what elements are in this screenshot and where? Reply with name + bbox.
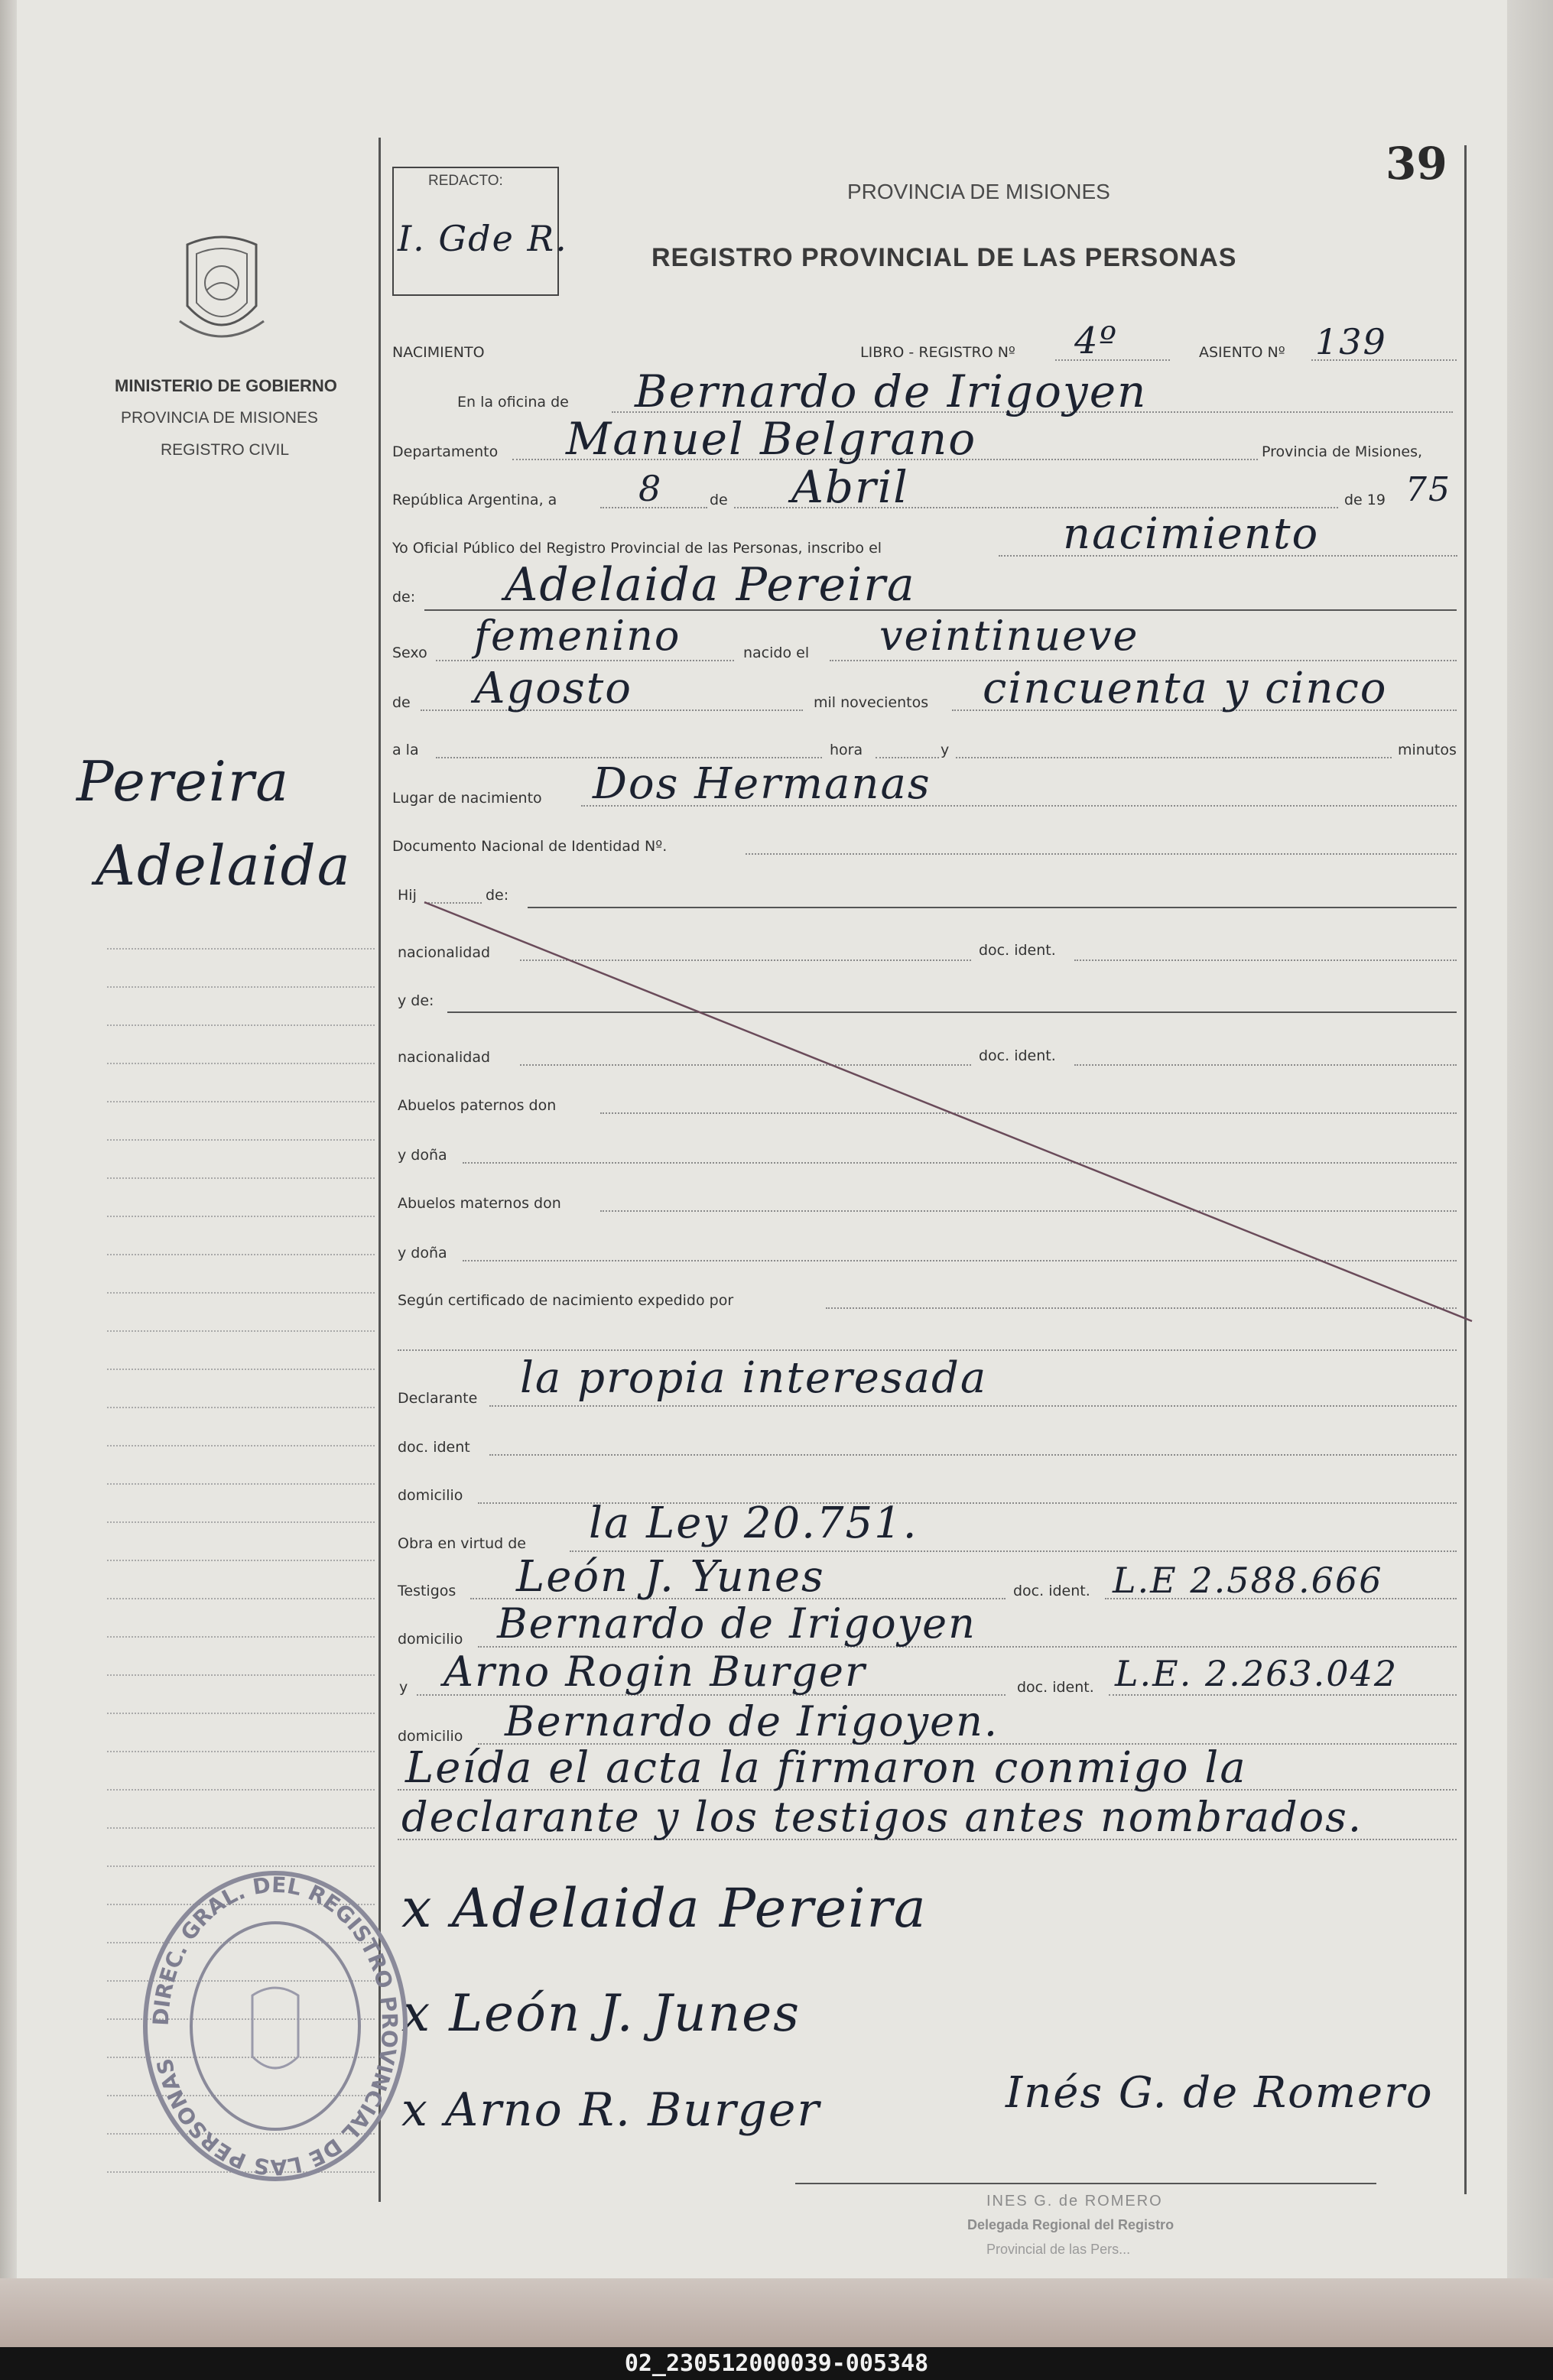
ministry-line3: REGISTRO CIVIL xyxy=(161,441,290,459)
anio-value: 75 xyxy=(1405,470,1451,509)
stamp-line2: Delegada Regional del Registro xyxy=(967,2217,1174,2232)
domicilio2-label: domicilio xyxy=(398,1631,463,1648)
ydona-label: y doña xyxy=(398,1147,447,1164)
nombre-value: Adelaida Pereira xyxy=(505,558,916,612)
page-number: 39 xyxy=(1386,138,1447,190)
asiento-label: ASIENTO Nº xyxy=(1199,344,1285,361)
nacionalidad2-label: nacionalidad xyxy=(398,1049,491,1066)
ala-label: a la xyxy=(392,742,419,758)
declarante-label: Declarante xyxy=(398,1390,478,1407)
republica-label: República Argentina, a xyxy=(392,492,557,508)
nacionalidad-label: nacionalidad xyxy=(398,944,491,961)
footer-code: 02_230512000039-005348 xyxy=(0,2347,1553,2380)
lugar-value: Dos Hermanas xyxy=(593,759,931,809)
domicilio3-label: domicilio xyxy=(398,1728,463,1745)
signature-testigo1: x León J. Junes xyxy=(401,1984,801,2043)
minutos-label: minutos xyxy=(1398,742,1457,758)
de3-label: de xyxy=(392,694,411,711)
nacido-value: veintinueve xyxy=(879,612,1139,660)
margin-given-name: Adelaida xyxy=(96,833,352,898)
abuelos-m-label: Abuelos maternos don xyxy=(398,1195,561,1212)
hora-label: hora xyxy=(830,742,863,758)
y-label: y xyxy=(941,742,950,758)
lugar-label: Lugar de nacimiento xyxy=(392,790,542,807)
testigo2-value: Arno Rogin Burger xyxy=(443,1648,866,1696)
declarante-value: la propia interesada xyxy=(520,1353,988,1403)
libro-label: LIBRO - REGISTRO Nº xyxy=(860,344,1015,361)
docident4-label: doc. ident. xyxy=(1013,1583,1090,1599)
y2-label: y xyxy=(399,1679,408,1696)
testigo1-dom: Bernardo de Irigoyen xyxy=(497,1599,976,1648)
signature-testigo2: x Arno R. Burger xyxy=(401,2083,821,2137)
testigos-label: Testigos xyxy=(398,1583,456,1599)
redacto-label: REDACTO: xyxy=(428,173,503,189)
anio-nac-value: cincuenta y cinco xyxy=(983,664,1388,713)
ministry-line1: MINISTERIO DE GOBIERNO xyxy=(115,376,337,395)
yde-label: y de: xyxy=(398,992,434,1009)
asiento-value: 139 xyxy=(1315,321,1387,362)
sexo-value: femenino xyxy=(474,612,681,660)
docident3-label: doc. ident xyxy=(398,1439,470,1456)
hij-label: Hij xyxy=(398,887,417,904)
provincia-label: Provincia de Misiones, xyxy=(1262,443,1423,460)
segun-label: Según certificado de nacimiento expedido por xyxy=(398,1292,734,1309)
province-heading: PROVINCIA DE MISIONES xyxy=(847,180,1110,203)
de4-label: de: xyxy=(486,887,509,904)
docident2-label: doc. ident. xyxy=(979,1047,1056,1064)
closing-line1: Leída el acta la firmaron conmigo la xyxy=(405,1743,1247,1793)
abuelos-p-label: Abuelos paternos don xyxy=(398,1097,557,1114)
docident5-label: doc. ident. xyxy=(1017,1679,1094,1696)
departamento-value: Manuel Belgrano xyxy=(566,413,977,465)
mes-nac-value: Agosto xyxy=(474,664,632,713)
domicilio-label: domicilio xyxy=(398,1487,463,1504)
oficial-label: Yo Oficial Público del Registro Provincial de las Personas, inscribo el xyxy=(392,540,882,557)
obra-value: la Ley 20.751. xyxy=(589,1498,918,1548)
round-registry-seal xyxy=(138,1865,413,2187)
signature-officer: Inés G. de Romero xyxy=(1006,2068,1434,2118)
stamp-line1: INES G. de ROMERO xyxy=(986,2193,1163,2210)
nacido-label: nacido el xyxy=(743,645,810,661)
oficina-value: Bernardo de Irigoyen xyxy=(635,365,1148,417)
mil-label: mil novecientos xyxy=(814,694,929,711)
testigo1-value: León J. Yunes xyxy=(516,1552,825,1602)
stamp-line3: Provincial de las Pers... xyxy=(986,2242,1131,2257)
de2-label: de: xyxy=(392,589,416,606)
closing-line2: declarante y los testigos antes nombrados. xyxy=(401,1793,1363,1841)
oficina-label: En la oficina de xyxy=(457,394,569,411)
testigo1-doc: L.E 2.588.666 xyxy=(1113,1560,1383,1601)
dni-label: Documento Nacional de Identidad Nº. xyxy=(392,838,668,855)
svg-text:DIREC. GRAL. DEL REGISTRO PROV: DIREC. GRAL. DEL REGISTRO PROVINCIAL DE LAS PERSONAS xyxy=(148,1872,403,2180)
redacto-value: I. Gde R. xyxy=(398,218,568,259)
ydona2-label: y doña xyxy=(398,1245,447,1261)
oficial-value: nacimiento xyxy=(1063,509,1320,559)
nacimiento-label: NACIMIENTO xyxy=(392,344,485,361)
obra-label: Obra en virtud de xyxy=(398,1535,526,1552)
docident-label: doc. ident. xyxy=(979,942,1056,959)
departamento-label: Departamento xyxy=(392,443,499,460)
dia-value: 8 xyxy=(638,468,663,509)
anio-label: de 19 xyxy=(1344,492,1386,508)
registry-title: REGISTRO PROVINCIAL DE LAS PERSONAS xyxy=(651,243,1237,272)
testigo2-dom: Bernardo de Irigoyen. xyxy=(505,1697,999,1745)
mes-value: Abril xyxy=(791,461,909,513)
sexo-label: Sexo xyxy=(392,645,427,661)
ministry-line2: PROVINCIA DE MISIONES xyxy=(121,409,318,427)
margin-surname: Pereira xyxy=(76,749,291,813)
de-label: de xyxy=(710,492,728,508)
testigo2-doc: L.E. 2.263.042 xyxy=(1115,1653,1399,1694)
signature-declarante: x Adelaida Pereira xyxy=(401,1877,928,1940)
libro-value: 4º xyxy=(1074,320,1119,362)
